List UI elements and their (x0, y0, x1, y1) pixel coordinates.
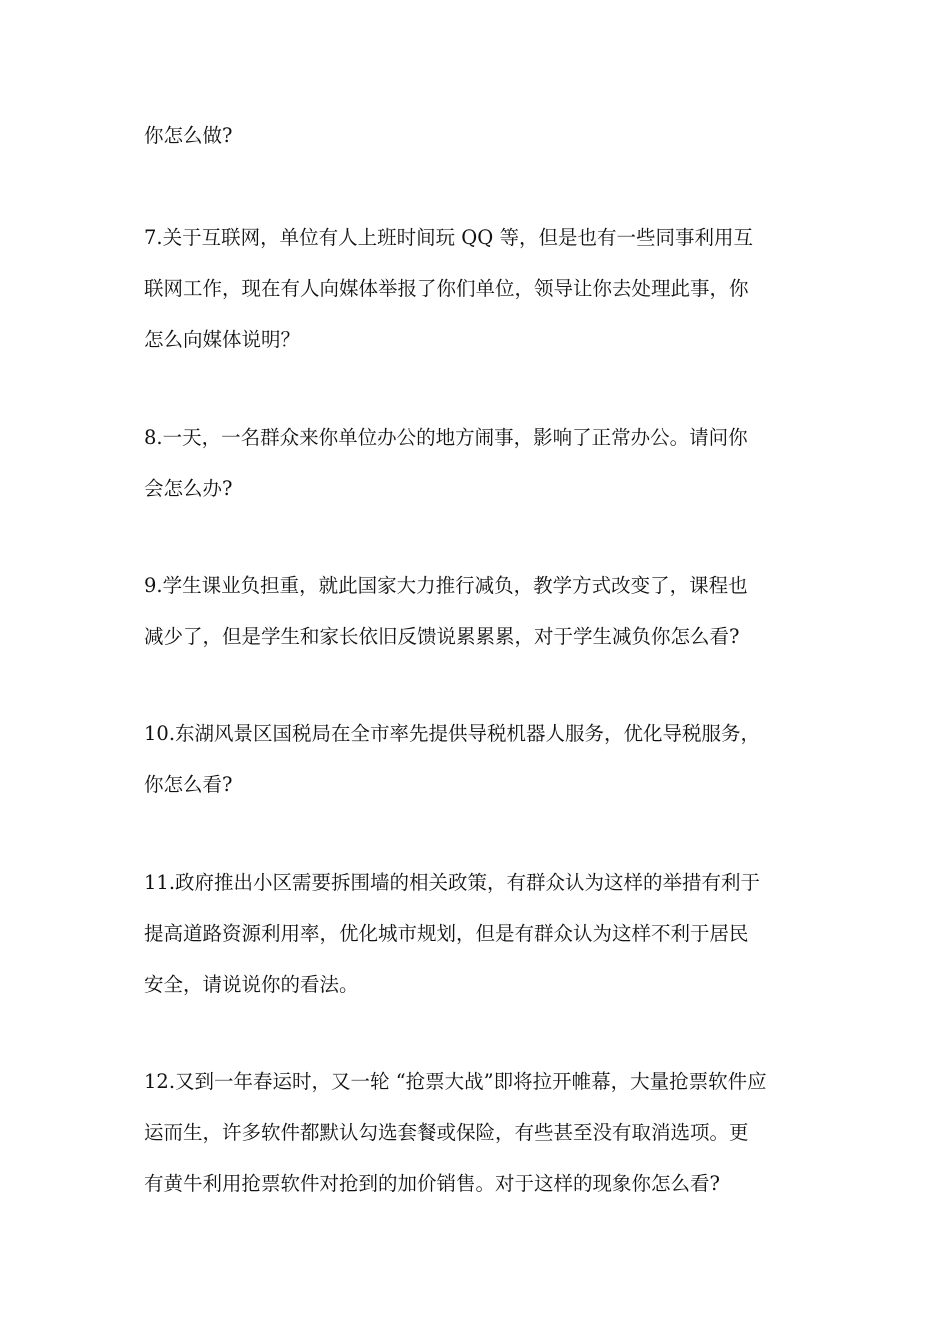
text-line: 联网工作，现在有人向媒体举报了你们单位，领导让你去处理此事，你 (144, 277, 749, 300)
text-line: 安全，请说说你的看法。 (144, 973, 359, 996)
text-line: 你怎么做? (144, 124, 233, 147)
text-line: 你怎么看? (144, 773, 233, 796)
paragraph-q11 (144, 857, 816, 1010)
text-line: 有黄牛利用抢票软件对抢到的加价销售。对于这样的现象你怎么看? (144, 1172, 720, 1195)
paragraph-q9 (144, 560, 816, 662)
text-line: 11.政府推出小区需要拆围墙的相关政策，有群众认为这样的举措有利于 (144, 871, 761, 894)
text-line: 减少了，但是学生和家长依旧反馈说累累累，对于学生减负你怎么看? (144, 625, 740, 648)
text-line: 7.关于互联网，单位有人上班时间玩 QQ 等，但是也有一些同事利用互 (144, 226, 753, 249)
text-line: 9.学生课业负担重，就此国家大力推行减负，教学方式改变了，课程也 (144, 574, 748, 597)
paragraph-q8 (144, 412, 816, 514)
text-line: 12.又到一年春运时，又一轮 “抢票大战”即将拉开帷幕，大量抢票软件应 (144, 1070, 767, 1093)
text-line: 提高道路资源利用率，优化城市规划，但是有群众认为这样不利于居民 (144, 922, 749, 945)
paragraph-q7 (144, 212, 816, 365)
text-line: 10.东湖风景区国税局在全市率先提供导税机器人服务，优化导税服务， (144, 722, 761, 745)
paragraph-q6-tail (144, 110, 816, 161)
paragraph-q10 (144, 708, 816, 810)
text-line: 8.一天，一名群众来你单位办公的地方闹事，影响了正常办公。请问你 (144, 426, 748, 449)
text-line: 运而生，许多软件都默认勾选套餐或保险，有些甚至没有取消选项。更 (144, 1121, 749, 1144)
text-line: 会怎么办? (144, 477, 233, 500)
paragraph-q12 (144, 1056, 816, 1209)
text-line: 怎么向媒体说明？ (144, 328, 301, 351)
